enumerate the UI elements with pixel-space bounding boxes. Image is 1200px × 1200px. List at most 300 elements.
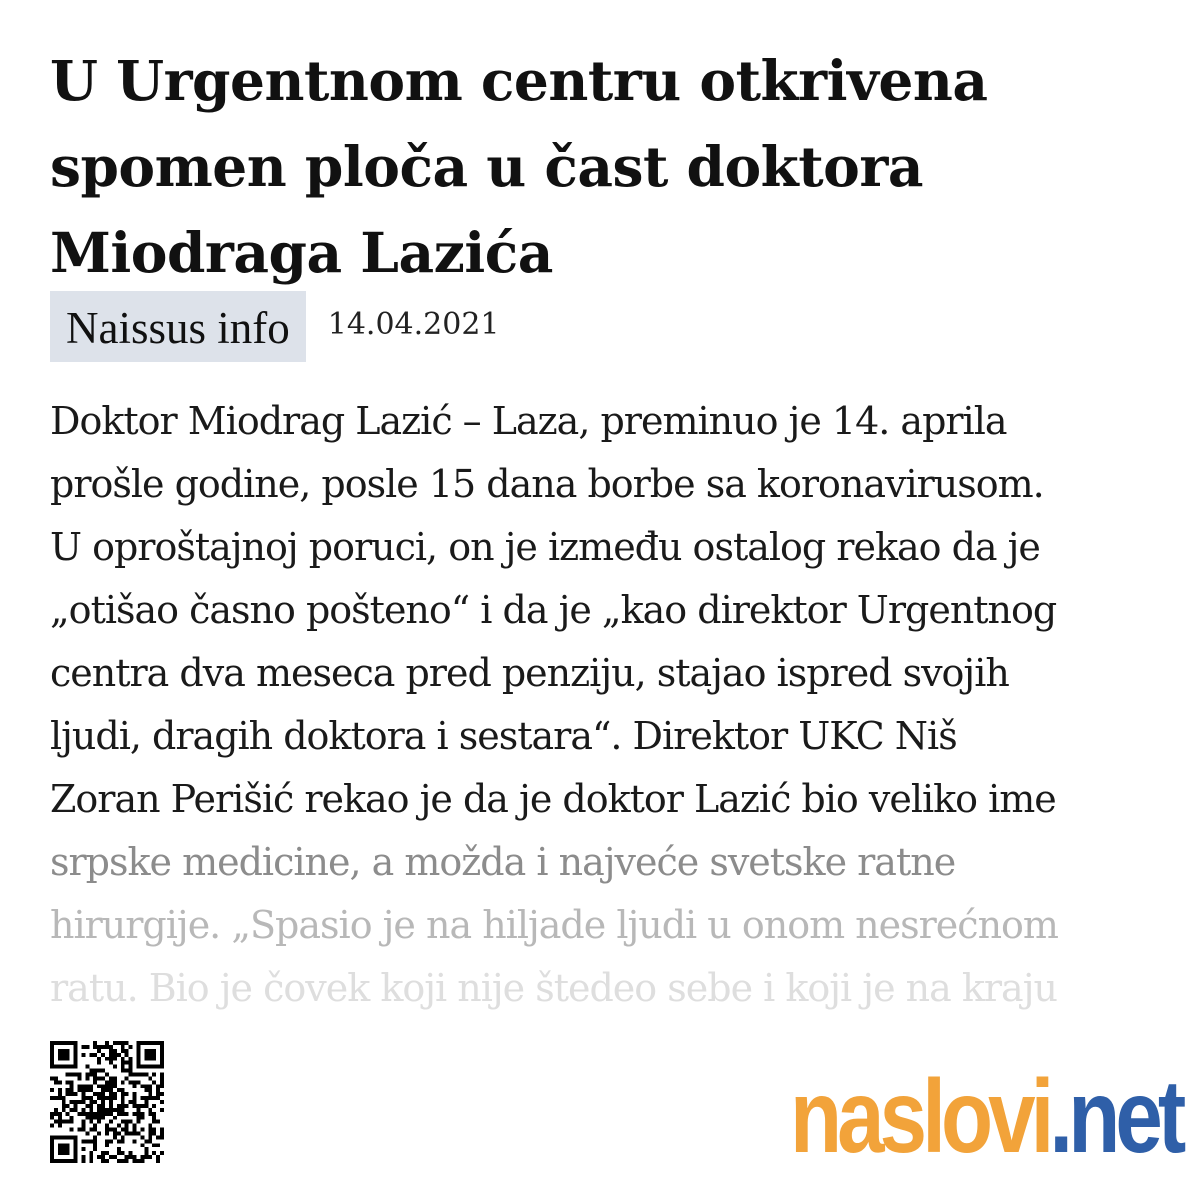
qr-module [93, 1041, 97, 1045]
qr-module [93, 1116, 97, 1120]
qr-module [121, 1092, 125, 1096]
qr-module [144, 1155, 148, 1159]
qr-module [113, 1135, 117, 1139]
article-body [50, 390, 1160, 1010]
qr-module [109, 1049, 113, 1053]
qr-module [140, 1084, 144, 1088]
publish-date: 14.04.2021 [327, 307, 500, 342]
qr-module [85, 1096, 89, 1100]
qr-module [81, 1155, 85, 1159]
qr-module [109, 1112, 113, 1116]
qr-module [74, 1104, 78, 1108]
qr-module [81, 1159, 85, 1163]
qr-module [121, 1100, 125, 1104]
qr-module [101, 1104, 105, 1108]
qr-module [129, 1065, 133, 1069]
qr-module [58, 1116, 62, 1120]
qr-module [74, 1108, 78, 1112]
qr-module [125, 1076, 129, 1080]
qr-module [97, 1045, 101, 1049]
qr-module [89, 1139, 93, 1143]
qr-module [156, 1143, 160, 1147]
qr-module [121, 1112, 125, 1116]
body-line-faded: srpske medicine, a možda i najveće svetske ratne [50, 840, 956, 884]
qr-module [140, 1128, 144, 1132]
qr-module [125, 1049, 129, 1053]
qr-module [148, 1155, 152, 1159]
qr-module [113, 1065, 117, 1069]
qr-module [144, 1073, 148, 1077]
qr-module [117, 1041, 121, 1045]
qr-module [140, 1096, 144, 1100]
qr-module [93, 1143, 97, 1147]
qr-module [129, 1080, 133, 1084]
qr-module [136, 1108, 140, 1112]
qr-module [62, 1096, 66, 1100]
qr-module [101, 1069, 105, 1073]
qr-code-icon[interactable] [50, 1040, 164, 1164]
qr-module [121, 1080, 125, 1084]
qr-module [50, 1112, 54, 1116]
qr-module [117, 1131, 121, 1135]
body-line-faded: hirurgije. „Spasio je na hiljade ljudi u onom nesrećnom [50, 903, 1058, 947]
qr-module [156, 1096, 160, 1100]
qr-module [136, 1080, 140, 1084]
qr-module [105, 1041, 109, 1045]
qr-module [97, 1092, 101, 1096]
headline-line: Miodraga Lazića [50, 220, 553, 285]
qr-module [125, 1104, 129, 1108]
qr-module [109, 1045, 113, 1049]
qr-module [160, 1135, 164, 1139]
qr-module [133, 1139, 137, 1143]
qr-module [101, 1084, 105, 1088]
qr-module [125, 1124, 129, 1128]
qr-module [156, 1120, 160, 1124]
qr-module [133, 1128, 137, 1132]
qr-module [113, 1041, 117, 1045]
qr-module [121, 1139, 125, 1143]
qr-module [113, 1053, 117, 1057]
qr-module [58, 1124, 62, 1128]
qr-module [113, 1155, 117, 1159]
qr-module [144, 1104, 148, 1108]
qr-module [152, 1128, 156, 1132]
qr-module [136, 1120, 140, 1124]
qr-module [97, 1084, 101, 1088]
qr-module [78, 1084, 82, 1088]
qr-module [129, 1045, 133, 1049]
qr-module [121, 1096, 125, 1100]
qr-module [105, 1045, 109, 1049]
qr-module [85, 1116, 89, 1120]
qr-module [140, 1104, 144, 1108]
qr-module [93, 1135, 97, 1139]
qr-module [89, 1108, 93, 1112]
qr-module [58, 1120, 62, 1124]
qr-module [144, 1100, 148, 1104]
body-line: prošle godine, posle 15 dana borbe sa koronavirusom. [50, 462, 1044, 506]
qr-module [97, 1096, 101, 1100]
qr-module [93, 1100, 97, 1104]
qr-module [78, 1112, 82, 1116]
qr-module [66, 1112, 70, 1116]
qr-module [58, 1080, 62, 1084]
qr-module [160, 1131, 164, 1135]
qr-module [78, 1073, 82, 1077]
qr-module [109, 1057, 113, 1061]
qr-module [58, 1096, 62, 1100]
qr-module [93, 1128, 97, 1132]
qr-module [89, 1053, 93, 1057]
qr-module [97, 1108, 101, 1112]
qr-module [89, 1155, 93, 1159]
qr-module [93, 1045, 97, 1049]
body-line-faded: ratu. Bio je čovek koji nije štedeo sebe i koji je na kraju [50, 966, 1057, 1010]
qr-module [117, 1108, 121, 1112]
qr-module [54, 1076, 58, 1080]
qr-module [105, 1108, 109, 1112]
qr-module [136, 1112, 140, 1116]
qr-module [70, 1100, 74, 1104]
qr-module [109, 1104, 113, 1108]
qr-module [89, 1151, 93, 1155]
qr-module [81, 1096, 85, 1100]
qr-module [113, 1076, 117, 1080]
qr-module [93, 1076, 97, 1080]
qr-module [89, 1073, 93, 1077]
article-headline [50, 38, 1150, 296]
qr-module [66, 1080, 70, 1084]
qr-module [148, 1128, 152, 1132]
qr-module [81, 1088, 85, 1092]
qr-module [125, 1061, 129, 1065]
qr-module [78, 1100, 82, 1104]
qr-module [50, 1116, 54, 1120]
qr-module [152, 1151, 156, 1155]
qr-module [144, 1096, 148, 1100]
qr-module [66, 1092, 70, 1096]
qr-module [133, 1080, 137, 1084]
qr-module [101, 1096, 105, 1100]
qr-module [125, 1053, 129, 1057]
qr-module [133, 1131, 137, 1135]
qr-module [101, 1092, 105, 1096]
qr-module [117, 1151, 121, 1155]
qr-module [133, 1096, 137, 1100]
qr-module [109, 1092, 113, 1096]
qr-module [66, 1088, 70, 1092]
qr-module [148, 1084, 152, 1088]
qr-module [78, 1128, 82, 1132]
qr-module [89, 1069, 93, 1073]
qr-module [121, 1120, 125, 1124]
qr-module [160, 1151, 164, 1155]
qr-module [66, 1120, 70, 1124]
qr-module [121, 1045, 125, 1049]
qr-module [50, 1124, 54, 1128]
qr-module [117, 1104, 121, 1108]
qr-module [93, 1069, 97, 1073]
qr-module [148, 1131, 152, 1135]
qr-module [89, 1112, 93, 1116]
naslovi-logo[interactable] [790, 1059, 1182, 1175]
qr-module [74, 1100, 78, 1104]
qr-module [101, 1088, 105, 1092]
qr-module [93, 1053, 97, 1057]
qr-module [129, 1151, 133, 1155]
qr-module [93, 1092, 97, 1096]
qr-module [133, 1104, 137, 1108]
qr-module [109, 1139, 113, 1143]
qr-module [144, 1151, 148, 1155]
qr-module [133, 1073, 137, 1077]
qr-module [113, 1057, 117, 1061]
qr-module [93, 1080, 97, 1084]
qr-module [101, 1151, 105, 1155]
qr-module [54, 1096, 58, 1100]
qr-module [97, 1057, 101, 1061]
qr-module [136, 1073, 140, 1077]
qr-module [85, 1073, 89, 1077]
qr-module [133, 1084, 137, 1088]
qr-module [62, 1120, 66, 1124]
qr-module [85, 1065, 89, 1069]
qr-module [125, 1128, 129, 1132]
qr-module [70, 1120, 74, 1124]
qr-module [101, 1112, 105, 1116]
qr-module [117, 1053, 121, 1057]
qr-module [129, 1155, 133, 1159]
qr-module [101, 1053, 105, 1057]
qr-module [129, 1073, 133, 1077]
qr-module [93, 1073, 97, 1077]
qr-module [70, 1084, 74, 1088]
qr-module [89, 1096, 93, 1100]
qr-module [85, 1112, 89, 1116]
qr-module [117, 1147, 121, 1151]
qr-module [152, 1131, 156, 1135]
qr-module [109, 1061, 113, 1065]
qr-module [113, 1128, 117, 1132]
qr-module [148, 1092, 152, 1096]
qr-module [81, 1100, 85, 1104]
qr-module [97, 1131, 101, 1135]
qr-module [97, 1076, 101, 1080]
qr-module [54, 1120, 58, 1124]
qr-module [85, 1076, 89, 1080]
qr-module [125, 1159, 129, 1163]
qr-module [66, 1073, 70, 1077]
qr-module [89, 1159, 93, 1163]
qr-module [81, 1108, 85, 1112]
qr-module [85, 1139, 89, 1143]
qr-module [160, 1092, 164, 1096]
qr-module [129, 1069, 133, 1073]
qr-module [101, 1076, 105, 1080]
qr-module [121, 1088, 125, 1092]
qr-module [160, 1100, 164, 1104]
qr-module [93, 1124, 97, 1128]
qr-module [101, 1159, 105, 1163]
qr-module [105, 1151, 109, 1155]
qr-module [78, 1088, 82, 1092]
body-line: U oproštajnoj poruci, on je između ostalog rekao da je [50, 525, 1040, 569]
qr-module [140, 1159, 144, 1163]
qr-module [148, 1108, 152, 1112]
qr-module [121, 1135, 125, 1139]
qr-module [117, 1124, 121, 1128]
qr-module [50, 1076, 54, 1080]
qr-module [121, 1128, 125, 1132]
body-line: centra dva meseca pred penziju, stajao ispred svojih [50, 651, 1009, 695]
qr-module [144, 1147, 148, 1151]
qr-module [121, 1108, 125, 1112]
qr-module [105, 1131, 109, 1135]
qr-module [97, 1116, 101, 1120]
qr-module [133, 1155, 137, 1159]
qr-module [136, 1104, 140, 1108]
qr-module [62, 1108, 66, 1112]
qr-module [156, 1084, 160, 1088]
qr-module [105, 1096, 109, 1100]
qr-module [70, 1080, 74, 1084]
qr-module [140, 1135, 144, 1139]
qr-module [74, 1092, 78, 1096]
qr-module [117, 1159, 121, 1163]
qr-module [109, 1155, 113, 1159]
qr-module [160, 1073, 164, 1077]
qr-module [105, 1143, 109, 1147]
qr-module [125, 1112, 129, 1116]
qr-module [50, 1096, 54, 1100]
qr-module [105, 1128, 109, 1132]
qr-module [89, 1116, 93, 1120]
qr-module [113, 1084, 117, 1088]
qr-module [148, 1135, 152, 1139]
qr-module [89, 1084, 93, 1088]
qr-module [50, 1088, 54, 1092]
qr-module [125, 1092, 129, 1096]
qr-module [101, 1155, 105, 1159]
qr-module [101, 1116, 105, 1120]
qr-module [81, 1084, 85, 1088]
qr-module [140, 1073, 144, 1077]
qr-module [121, 1049, 125, 1053]
qr-module [113, 1131, 117, 1135]
qr-module [152, 1116, 156, 1120]
qr-module [62, 1104, 66, 1108]
qr-module [125, 1120, 129, 1124]
qr-module [109, 1128, 113, 1132]
qr-module [85, 1088, 89, 1092]
qr-module [81, 1128, 85, 1132]
qr-module [125, 1041, 129, 1045]
body-line: Zoran Perišić rekao je da je doktor Lazić bio veliko ime [50, 777, 1056, 821]
qr-module [70, 1088, 74, 1092]
qr-module [133, 1124, 137, 1128]
qr-module [136, 1131, 140, 1135]
qr-module [54, 1080, 58, 1084]
qr-module [105, 1159, 109, 1163]
qr-module [101, 1100, 105, 1104]
qr-module [148, 1096, 152, 1100]
qr-module [133, 1112, 137, 1116]
article-meta [50, 291, 500, 362]
qr-module [109, 1096, 113, 1100]
qr-module [148, 1139, 152, 1143]
qr-module [144, 1088, 148, 1092]
qr-module [81, 1045, 85, 1049]
qr-module [70, 1073, 74, 1077]
qr-module [160, 1080, 164, 1084]
qr-module [152, 1080, 156, 1084]
qr-module [93, 1147, 97, 1151]
qr-module [105, 1139, 109, 1143]
qr-module [113, 1080, 117, 1084]
source-badge[interactable]: Naissus info [50, 291, 306, 362]
body-line: „otišao časno pošteno“ i da je „kao direktor Urgentnog [50, 588, 1057, 632]
qr-module [54, 1112, 58, 1116]
qr-module [81, 1147, 85, 1151]
qr-module [89, 1120, 93, 1124]
qr-module [160, 1084, 164, 1088]
qr-module [81, 1124, 85, 1128]
qr-module [113, 1049, 117, 1053]
qr-module [58, 1112, 62, 1116]
qr-module [129, 1120, 133, 1124]
qr-module [62, 1100, 66, 1104]
qr-module [156, 1088, 160, 1092]
qr-module [136, 1159, 140, 1163]
qr-module [152, 1120, 156, 1124]
headline-line: U Urgentnom centru otkrivena [50, 48, 988, 113]
qr-module [160, 1128, 164, 1132]
qr-module [148, 1076, 152, 1080]
qr-module [152, 1104, 156, 1108]
qr-module [89, 1088, 93, 1092]
qr-module [109, 1120, 113, 1124]
qr-module [125, 1155, 129, 1159]
headline-line: spomen ploča u čast doktora [50, 134, 923, 199]
qr-module [81, 1120, 85, 1124]
qr-module [105, 1080, 109, 1084]
qr-module [160, 1076, 164, 1080]
qr-module [85, 1131, 89, 1135]
qr-module [140, 1155, 144, 1159]
qr-module [152, 1112, 156, 1116]
qr-module [148, 1124, 152, 1128]
qr-module [133, 1092, 137, 1096]
qr-module [144, 1139, 148, 1143]
qr-module [105, 1073, 109, 1077]
qr-module [121, 1041, 125, 1045]
qr-module [156, 1092, 160, 1096]
qr-module [136, 1116, 140, 1120]
qr-module [160, 1108, 164, 1112]
qr-module [85, 1084, 89, 1088]
qr-module [121, 1151, 125, 1155]
qr-module [105, 1124, 109, 1128]
qr-module [148, 1112, 152, 1116]
qr-module [109, 1053, 113, 1057]
qr-module [133, 1100, 137, 1104]
qr-module [81, 1053, 85, 1057]
qr-module [152, 1096, 156, 1100]
qr-module [113, 1096, 117, 1100]
body-line: Doktor Miodrag Lazić – Laza, preminuo je 14. aprila [50, 399, 1007, 443]
qr-module [121, 1061, 125, 1065]
